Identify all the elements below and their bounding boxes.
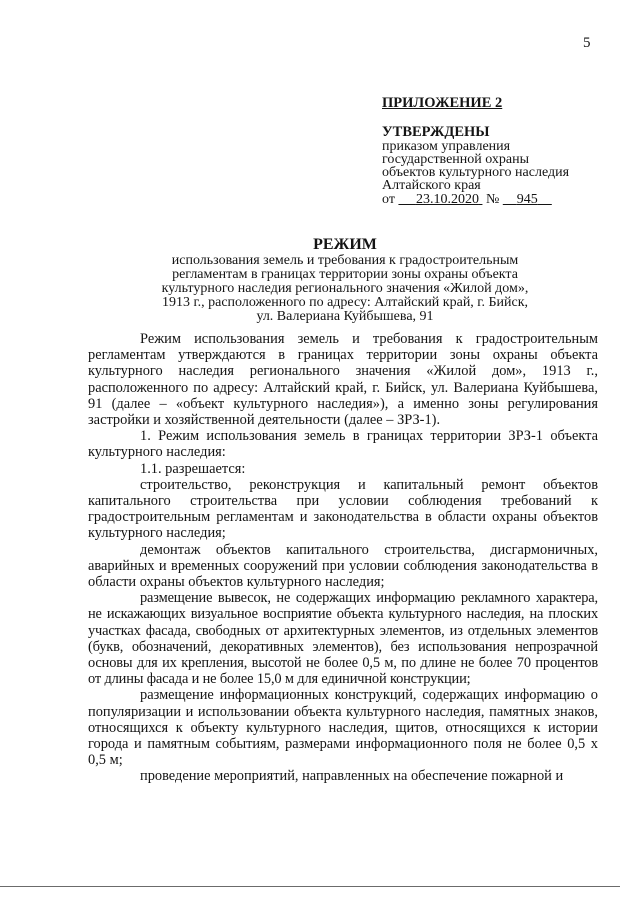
title-line: 1913 г., расположенного по адресу: Алтайский край, г. Бийск, — [161, 295, 529, 310]
approval-number: 945 — [516, 192, 538, 207]
approval-line: приказом управления — [382, 139, 511, 154]
title-line: ул. Валериана Куйбышева, 91 — [256, 309, 434, 324]
approval-date: 23.10.2020 — [415, 192, 479, 207]
bottom-divider — [0, 886, 620, 887]
approval-line: объектов культурного наследия — [382, 165, 570, 180]
appendix-label: ПРИЛОЖЕНИЕ 2 — [382, 95, 503, 111]
date-prefix: от — [382, 192, 395, 207]
title-line: регламентам в границах территории зоны охраны объекта — [172, 267, 518, 282]
approval-date-line — [382, 193, 622, 206]
title-line: использования земель и требования к градостроительным — [171, 253, 519, 268]
list-item-paragraph: демонтаж объектов капитального строительства, дисгармоничных, аварийных и временных сооружений при условии соблюдения законодательства в области охраны объектов культурного наследия; — [88, 541, 598, 591]
number-sign: № — [485, 192, 500, 207]
approval-line: государственной охраны — [382, 152, 530, 167]
title-heading: РЕЖИМ — [313, 236, 377, 253]
list-item-paragraph: строительство, реконструкция и капитальный ремонт объектов капитального строительства при условии соблюдения требований к градостроительным регламентам и законодательства в области охраны объектов культурного наследия; — [88, 476, 598, 542]
approval-stamp — [382, 97, 622, 206]
subsection-heading: 1.1. разрешается: — [140, 460, 246, 477]
list-item-paragraph: размещение вывесок, не содержащих информацию рекламного характера, не искажающих визуальное восприятие объекта культурного наследия, на плоских участках фасада, свободных от архитектурных элементов, из отдельных элементов (букв, обозначений, декоративных элементов), без использования непрозрачной основы для их крепления, высотой не более 0,5 м, по длине не более 70 процентов от длины фасада и не более 15,0 м для единичной конструкции; — [88, 590, 598, 688]
intro-paragraph: Режим использования земель и требования к градостроительным регламентам утверждаются в границах территории зоны охраны объекта культурного наследия регионального значения «Жилой дом», 1913 г., расположенного по адресу: Алтайский край, г. Бийск, ул. Валериана Куйбышева, 91 (далее – «объект культурного наследия»), а именно зоны регулирования застройки и хозяйственной деятельности (далее – ЗРЗ-1). — [88, 331, 598, 429]
title-line: культурного наследия регионального значения «Жилой дом», — [161, 281, 529, 296]
list-item-paragraph: размещение информационных конструкций, содержащих информацию о популяризации и использовании объекта культурного наследия, памятных знаков, относящихся к объекту культурного наследия, щитов, относящихся к истории города и памятным событиям, размерами информационного поля не более 0,5 х 0,5 м; — [88, 687, 598, 769]
document-body — [88, 331, 598, 785]
section-heading: 1. Режим использования земель в границах территории ЗРЗ-1 объекта культурного наследия: — [88, 428, 598, 461]
list-item-paragraph: проведение мероприятий, направленных на обеспечение пожарной и — [140, 768, 564, 785]
document-title — [140, 236, 550, 324]
approval-line: Алтайского края — [382, 178, 481, 193]
page-number: 5 — [583, 35, 591, 51]
approved-label: УТВЕРЖДЕНЫ — [382, 124, 490, 140]
